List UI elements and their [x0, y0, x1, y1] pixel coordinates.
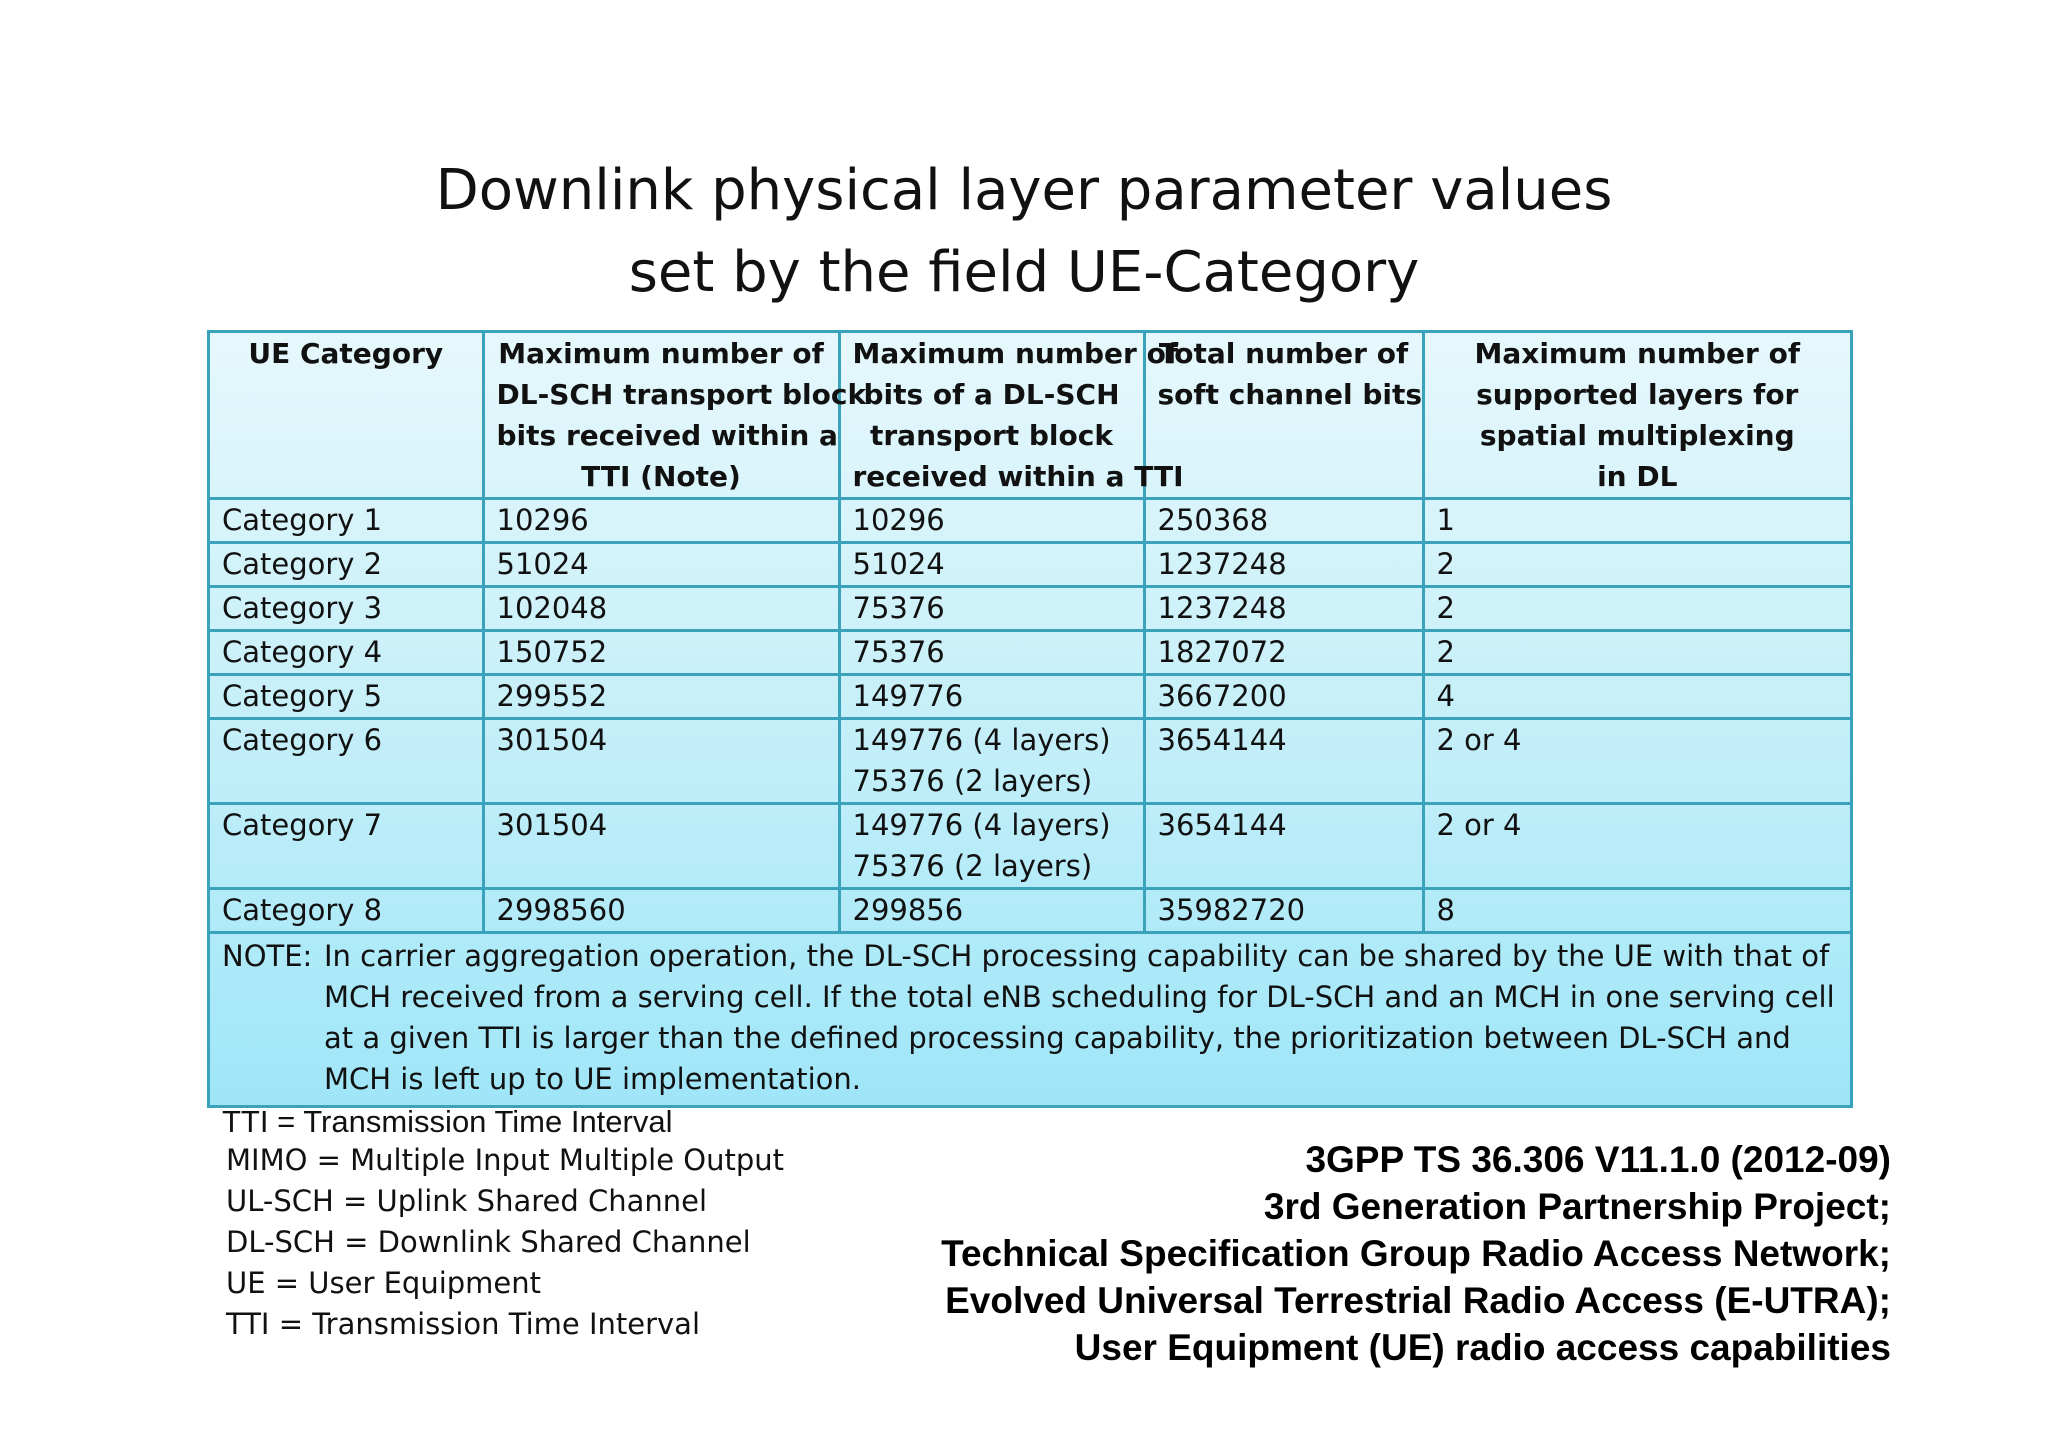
- header-line: TTI (Note): [581, 460, 741, 493]
- cell-category: Category 5: [210, 675, 483, 719]
- cell-max-bits-tb: [839, 543, 1144, 587]
- table-header-row: [210, 333, 1850, 499]
- page-title: [0, 150, 2048, 314]
- reference-line: 3rd Generation Partnership Project;: [1263, 1186, 1891, 1227]
- cell-layers: 1: [1423, 499, 1850, 543]
- title-line-1: Downlink physical layer parameter values: [435, 158, 1613, 223]
- cell-soft-bits: 35982720: [1144, 889, 1423, 933]
- spec-reference: [941, 1136, 1891, 1371]
- table-row: [210, 719, 1850, 804]
- cell-max-bits-tb: [839, 804, 1144, 889]
- note-text: In carrier aggregation operation, the DL-SCH processing capability can be shared by the UE with that of MCH received from a serving cell. If the total eNB scheduling for DL-SCH and an MCH in one serving cell at a given TTI is larger than the defined processing capability, the prioritization between DL-SCH and MCH is left up to UE implementation.: [324, 939, 1835, 1096]
- cell-category: Category 6: [210, 719, 483, 804]
- cell-max-tb-bits: 10296: [483, 499, 839, 543]
- table-row: [210, 499, 1850, 543]
- cell-category: Category 7: [210, 804, 483, 889]
- cell-line: 75376 (2 layers): [852, 849, 1093, 883]
- cell-layers: 2: [1423, 631, 1850, 675]
- cell-line: 149776: [852, 679, 964, 713]
- title-line-2: set by the field UE-Category: [628, 240, 1420, 305]
- header-layers: [1423, 333, 1850, 499]
- cell-layers: 2: [1423, 543, 1850, 587]
- table-row: [210, 804, 1850, 889]
- abbreviation-item: DL-SCH = Downlink Shared Channel: [226, 1225, 751, 1259]
- table-row: [210, 587, 1850, 631]
- cell-layers: 4: [1423, 675, 1850, 719]
- cell-max-bits-tb: [839, 719, 1144, 804]
- table-row: [210, 543, 1850, 587]
- cell-layers: 8: [1423, 889, 1850, 933]
- tti-definition: TTI = Transmission Time Interval: [222, 1104, 673, 1139]
- abbreviation-item: MIMO = Multiple Input Multiple Output: [226, 1143, 785, 1177]
- abbreviation-item: UE = User Equipment: [226, 1266, 542, 1300]
- header-line: supported layers for: [1476, 378, 1799, 411]
- cell-soft-bits: 3654144: [1144, 719, 1423, 804]
- reference-line: Evolved Universal Terrestrial Radio Access (E-UTRA);: [945, 1280, 1891, 1321]
- cell-soft-bits: 3667200: [1144, 675, 1423, 719]
- header-line: bits received within a: [496, 419, 838, 452]
- header-soft-bits: [1144, 333, 1423, 499]
- header-line: bits of a DL-SCH: [863, 378, 1120, 411]
- cell-layers: 2 or 4: [1423, 804, 1850, 889]
- header-line: received within a TTI: [852, 460, 1184, 493]
- cell-soft-bits: 1827072: [1144, 631, 1423, 675]
- cell-line: 149776 (4 layers): [852, 808, 1111, 842]
- cell-soft-bits: 250368: [1144, 499, 1423, 543]
- header-max-tb-bits: [483, 333, 867, 499]
- reference-line: 3GPP TS 36.306 V11.1.0 (2012-09): [1305, 1139, 1891, 1180]
- cell-max-bits-tb: [839, 631, 1144, 675]
- cell-max-tb-bits: 51024: [483, 543, 839, 587]
- cell-category: Category 8: [210, 889, 483, 933]
- header-line: UE Category: [248, 337, 444, 370]
- note-cell: [210, 933, 1850, 1143]
- note-label: NOTE:: [222, 939, 313, 973]
- cell-line: 10296: [852, 503, 945, 537]
- cell-category: Category 2: [210, 543, 483, 587]
- cell-line: 75376: [852, 591, 945, 625]
- cell-max-bits-tb: [839, 587, 1144, 631]
- abbreviation-item: UL-SCH = Uplink Shared Channel: [226, 1184, 708, 1218]
- header-line: DL-SCH transport block: [496, 378, 867, 411]
- table-row: [210, 631, 1850, 675]
- header-line: Total number of: [1158, 337, 1409, 370]
- parameter-table: [210, 333, 1850, 1142]
- cell-soft-bits: 3654144: [1144, 804, 1423, 889]
- header-line: Maximum number of: [852, 337, 1178, 370]
- header-line: in DL: [1597, 460, 1678, 493]
- cell-category: Category 3: [210, 587, 483, 631]
- cell-category: Category 4: [210, 631, 483, 675]
- header-line: spatial multiplexing: [1479, 419, 1795, 452]
- table-row: [210, 675, 1850, 719]
- cell-line: 75376: [852, 635, 945, 669]
- cell-line: 149776 (4 layers): [852, 723, 1111, 757]
- cell-soft-bits: 1237248: [1144, 587, 1423, 631]
- cell-max-tb-bits: 2998560: [483, 889, 839, 933]
- cell-line: 299856: [852, 893, 964, 927]
- header-line: Maximum number of: [498, 337, 824, 370]
- cell-max-tb-bits: 102048: [483, 587, 839, 631]
- note: [222, 936, 1838, 1100]
- header-ue-category: [210, 333, 483, 499]
- header-max-bits-tb: [839, 333, 1184, 499]
- header-line: Maximum number of: [1474, 337, 1800, 370]
- cell-line: 51024: [852, 547, 945, 581]
- ue-category-table: [207, 330, 1853, 1139]
- header-line: soft channel bits: [1157, 378, 1423, 411]
- table-row: [210, 889, 1850, 933]
- header-line: transport block: [869, 419, 1113, 452]
- reference-line: Technical Specification Group Radio Access Network;: [941, 1233, 1891, 1274]
- reference-line: User Equipment (UE) radio access capabilities: [1074, 1327, 1891, 1368]
- cell-category: Category 1: [210, 499, 483, 543]
- cell-layers: 2 or 4: [1423, 719, 1850, 804]
- abbreviation-list: [226, 1140, 784, 1345]
- cell-max-tb-bits: 150752: [483, 631, 839, 675]
- cell-max-tb-bits: 299552: [483, 675, 839, 719]
- cell-max-bits-tb: [839, 889, 1144, 933]
- cell-line: 75376 (2 layers): [852, 764, 1093, 798]
- cell-max-bits-tb: [839, 675, 1144, 719]
- cell-soft-bits: 1237248: [1144, 543, 1423, 587]
- cell-max-bits-tb: [839, 499, 1144, 543]
- abbreviation-item: TTI = Transmission Time Interval: [226, 1307, 701, 1341]
- note-row: [210, 933, 1850, 1143]
- cell-layers: 2: [1423, 587, 1850, 631]
- cell-max-tb-bits: 301504: [483, 719, 839, 804]
- cell-max-tb-bits: 301504: [483, 804, 839, 889]
